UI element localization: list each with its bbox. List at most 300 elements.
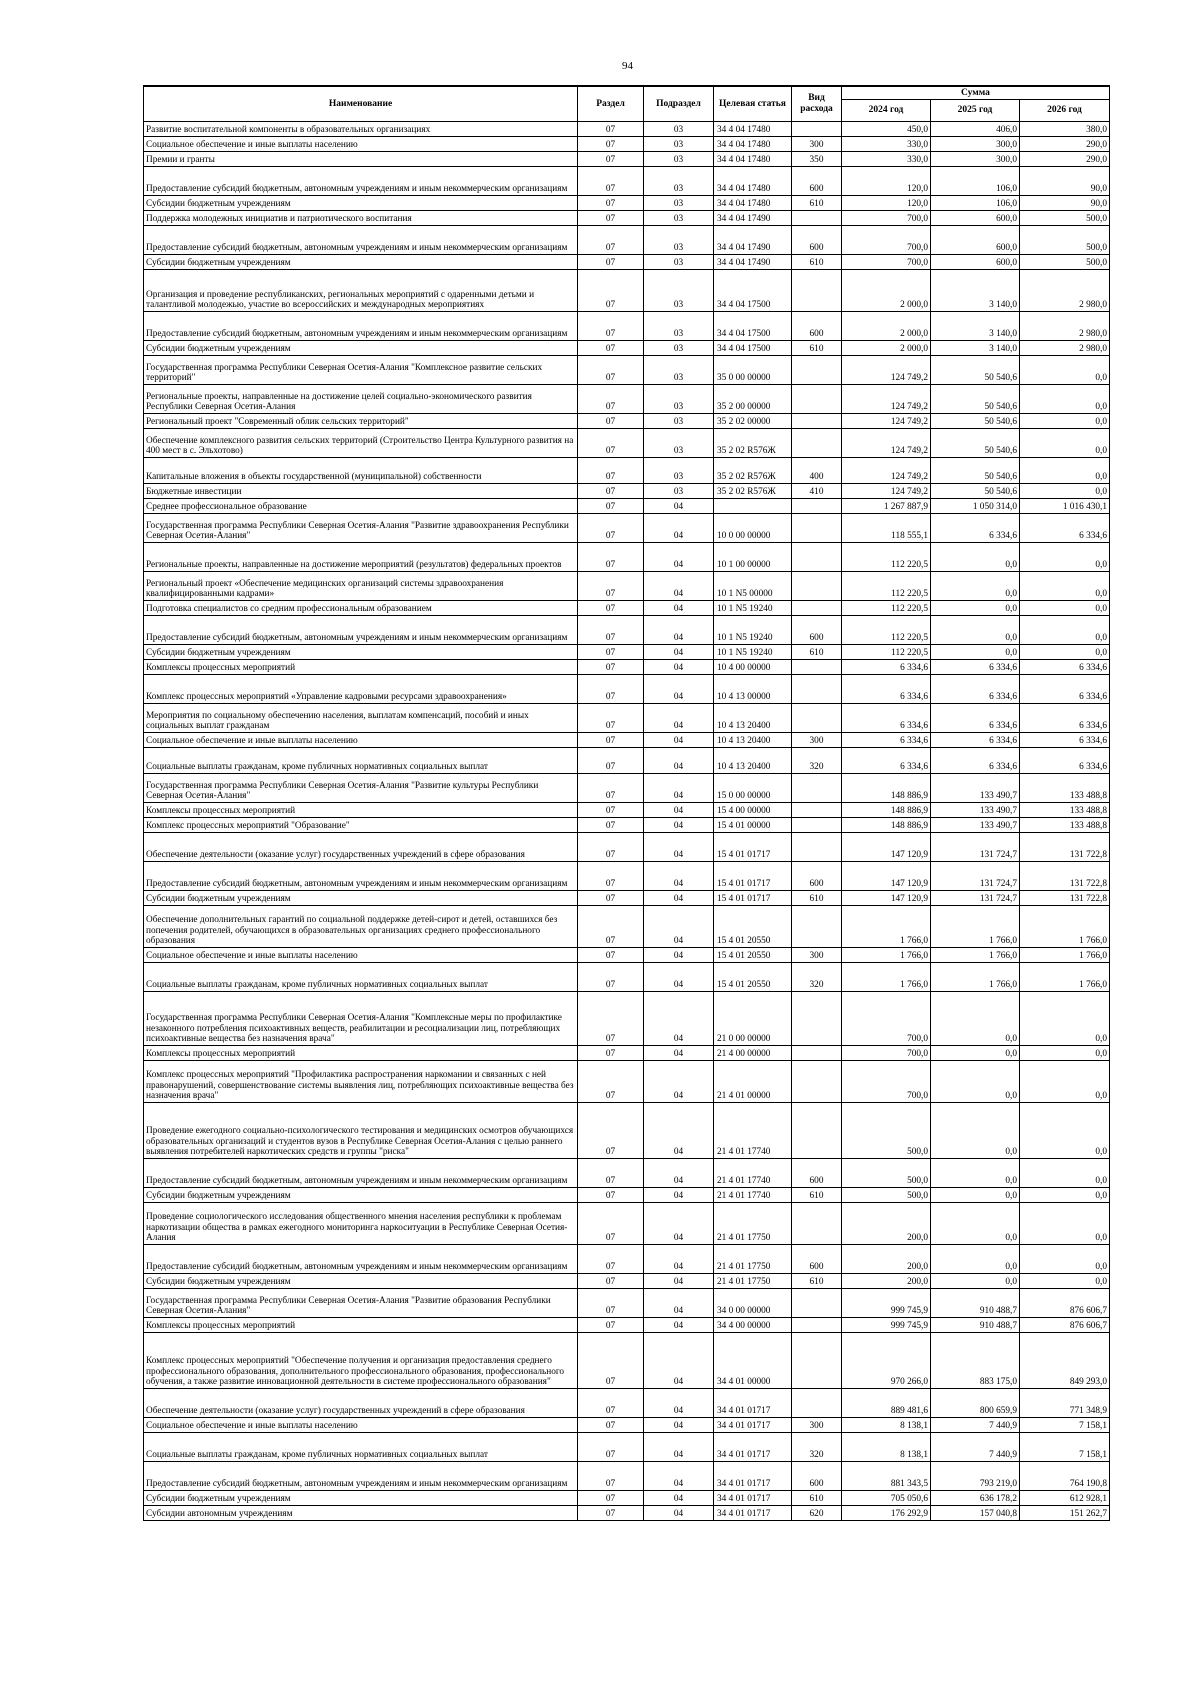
row-name: Государственная программа Республики Северная Осетия-Алания "Развитие образования Республики Северная Осетия-Алания"	[144, 1289, 578, 1318]
row-sum-2025: 3 140,0	[931, 270, 1020, 312]
budget-table	[143, 85, 1110, 1521]
row-subsection: 03	[644, 484, 714, 499]
row-name: Обеспечение комплексного развития сельских территорий (Строительство Центра Культурного развития на 400 мест в с. Эльхотово)	[144, 429, 578, 458]
row-expense-type	[792, 499, 842, 514]
row-name: Проведение социологического исследования общественного мнения населения республики к проблемам наркотизации общества в рамках ежегодного мониторинга наркоситуации в Республике Северная Осетия-Алания	[144, 1203, 578, 1245]
row-sum-2024: 8 138,1	[842, 1433, 931, 1462]
row-name: Премии и гранты	[144, 152, 578, 167]
row-expense-type: 600	[792, 312, 842, 341]
table-row	[144, 137, 1110, 152]
row-sum-2024: 118 555,1	[842, 514, 931, 543]
row-expense-type: 600	[792, 167, 842, 196]
row-sum-2024: 700,0	[842, 255, 931, 270]
table-row	[144, 818, 1110, 833]
row-subsection: 04	[644, 948, 714, 963]
row-name: Предоставление субсидий бюджетным, автономным учреждениям и иным некоммерческим организациям	[144, 862, 578, 891]
row-sum-2024: 500,0	[842, 1188, 931, 1203]
row-name: Предоставление субсидий бюджетным, автономным учреждениям и иным некоммерческим организациям	[144, 1159, 578, 1188]
row-expense-type	[792, 818, 842, 833]
row-section: 07	[578, 1389, 644, 1418]
row-section: 07	[578, 226, 644, 255]
row-sum-2026: 6 334,6	[1020, 675, 1110, 704]
row-sum-2025: 50 540,6	[931, 484, 1020, 499]
row-subsection: 03	[644, 341, 714, 356]
row-sum-2026: 0,0	[1020, 429, 1110, 458]
row-sum-2024: 889 481,6	[842, 1389, 931, 1418]
row-expense-type: 620	[792, 1506, 842, 1521]
row-subsection: 03	[644, 356, 714, 385]
row-target-article: 34 4 04 17480	[714, 167, 792, 196]
table-row	[144, 704, 1110, 733]
row-section: 07	[578, 833, 644, 862]
row-subsection: 04	[644, 601, 714, 616]
row-sum-2024: 330,0	[842, 152, 931, 167]
row-target-article: 10 1 N5 19240	[714, 616, 792, 645]
row-sum-2025: 7 440,9	[931, 1418, 1020, 1433]
row-expense-type	[792, 1318, 842, 1333]
row-sum-2024: 112 220,5	[842, 572, 931, 601]
header-expense-type: Вид расхода	[792, 86, 842, 122]
row-expense-type	[792, 1061, 842, 1103]
row-expense-type: 600	[792, 226, 842, 255]
table-row	[144, 211, 1110, 226]
row-sum-2025: 0,0	[931, 1203, 1020, 1245]
row-target-article: 34 4 01 01717	[714, 1491, 792, 1506]
table-row	[144, 1418, 1110, 1433]
row-sum-2026: 1 766,0	[1020, 963, 1110, 992]
table-row	[144, 645, 1110, 660]
row-name: Капитальные вложения в объекты государственной (муниципальной) собственности	[144, 458, 578, 484]
row-subsection: 04	[644, 1188, 714, 1203]
row-section: 07	[578, 458, 644, 484]
row-subsection: 04	[644, 1203, 714, 1245]
row-expense-type	[792, 1103, 842, 1159]
row-name: Бюджетные инвестиции	[144, 484, 578, 499]
row-sum-2026: 90,0	[1020, 196, 1110, 211]
row-sum-2024: 112 220,5	[842, 616, 931, 645]
row-sum-2026: 0,0	[1020, 543, 1110, 572]
row-sum-2025: 793 219,0	[931, 1462, 1020, 1491]
row-sum-2026: 0,0	[1020, 1188, 1110, 1203]
row-target-article: 34 4 01 01717	[714, 1418, 792, 1433]
row-section: 07	[578, 341, 644, 356]
row-expense-type	[792, 774, 842, 803]
row-target-article: 15 4 01 00000	[714, 818, 792, 833]
row-sum-2024: 500,0	[842, 1159, 931, 1188]
row-section: 07	[578, 963, 644, 992]
table-row	[144, 948, 1110, 963]
row-name: Предоставление субсидий бюджетным, автономным учреждениям и иным некоммерческим организациям	[144, 1462, 578, 1491]
row-sum-2025: 6 334,6	[931, 514, 1020, 543]
row-sum-2025: 1 050 314,0	[931, 499, 1020, 514]
row-expense-type: 600	[792, 1245, 842, 1274]
row-sum-2026: 290,0	[1020, 152, 1110, 167]
row-target-article: 34 4 04 17480	[714, 152, 792, 167]
row-sum-2024: 124 749,2	[842, 484, 931, 499]
row-target-article: 21 4 00 00000	[714, 1046, 792, 1061]
header-year-2025: 2025 год	[931, 100, 1020, 122]
row-target-article: 21 4 01 17750	[714, 1203, 792, 1245]
row-target-article: 34 4 01 01717	[714, 1389, 792, 1418]
row-sum-2026: 2 980,0	[1020, 341, 1110, 356]
table-row	[144, 226, 1110, 255]
table-row	[144, 1274, 1110, 1289]
row-sum-2026: 1 016 430,1	[1020, 499, 1110, 514]
row-sum-2024: 330,0	[842, 137, 931, 152]
row-name: Субсидии бюджетным учреждениям	[144, 1491, 578, 1506]
row-section: 07	[578, 1046, 644, 1061]
row-sum-2024: 6 334,6	[842, 733, 931, 748]
row-expense-type	[792, 356, 842, 385]
row-sum-2026: 131 722,8	[1020, 862, 1110, 891]
row-name: Комплекс процессных мероприятий "Образование"	[144, 818, 578, 833]
header-year-2024: 2024 год	[842, 100, 931, 122]
row-name: Субсидии автономным учреждениям	[144, 1506, 578, 1521]
row-expense-type	[792, 1046, 842, 1061]
row-section: 07	[578, 356, 644, 385]
row-sum-2026: 0,0	[1020, 484, 1110, 499]
row-name: Государственная программа Республики Северная Осетия-Алания "Комплексное развитие сельских территорий"	[144, 356, 578, 385]
table-row	[144, 862, 1110, 891]
row-name: Субсидии бюджетным учреждениям	[144, 341, 578, 356]
row-expense-type: 610	[792, 891, 842, 906]
row-target-article: 34 4 01 01717	[714, 1462, 792, 1491]
page-number: 94	[622, 60, 633, 72]
row-subsection: 03	[644, 270, 714, 312]
row-sum-2026: 0,0	[1020, 385, 1110, 414]
row-sum-2024: 500,0	[842, 1103, 931, 1159]
row-expense-type: 410	[792, 484, 842, 499]
row-sum-2026: 133 488,8	[1020, 803, 1110, 818]
row-subsection: 04	[644, 1274, 714, 1289]
row-name: Субсидии бюджетным учреждениям	[144, 891, 578, 906]
row-sum-2026: 290,0	[1020, 137, 1110, 152]
row-section: 07	[578, 211, 644, 226]
row-sum-2025: 300,0	[931, 137, 1020, 152]
row-section: 07	[578, 196, 644, 211]
row-section: 07	[578, 906, 644, 948]
row-name: Социальное обеспечение и иные выплаты населению	[144, 948, 578, 963]
row-name: Социальное обеспечение и иные выплаты населению	[144, 1418, 578, 1433]
row-expense-type	[792, 704, 842, 733]
row-sum-2026: 0,0	[1020, 601, 1110, 616]
row-section: 07	[578, 733, 644, 748]
row-sum-2024: 2 000,0	[842, 270, 931, 312]
row-target-article: 34 4 04 17490	[714, 255, 792, 270]
table-row	[144, 1462, 1110, 1491]
row-name: Субсидии бюджетным учреждениям	[144, 645, 578, 660]
table-row	[144, 803, 1110, 818]
row-name: Предоставление субсидий бюджетным, автономным учреждениям и иным некоммерческим организациям	[144, 167, 578, 196]
row-section: 07	[578, 660, 644, 675]
row-sum-2025: 50 540,6	[931, 385, 1020, 414]
row-expense-type: 610	[792, 1274, 842, 1289]
row-target-article: 10 1 N5 19240	[714, 645, 792, 660]
row-sum-2024: 124 749,2	[842, 414, 931, 429]
row-sum-2024: 999 745,9	[842, 1289, 931, 1318]
row-sum-2024: 700,0	[842, 1046, 931, 1061]
row-target-article: 35 2 02 00000	[714, 414, 792, 429]
table-row	[144, 255, 1110, 270]
row-sum-2026: 380,0	[1020, 122, 1110, 137]
row-sum-2024: 148 886,9	[842, 818, 931, 833]
row-section: 07	[578, 429, 644, 458]
table-row	[144, 1318, 1110, 1333]
row-subsection: 04	[644, 1289, 714, 1318]
row-section: 07	[578, 122, 644, 137]
row-expense-type: 400	[792, 458, 842, 484]
row-expense-type	[792, 385, 842, 414]
row-section: 07	[578, 601, 644, 616]
row-sum-2025: 0,0	[931, 601, 1020, 616]
row-section: 07	[578, 1491, 644, 1506]
table-row	[144, 414, 1110, 429]
row-expense-type	[792, 906, 842, 948]
row-name: Среднее профессиональное образование	[144, 499, 578, 514]
row-sum-2024: 124 749,2	[842, 429, 931, 458]
row-sum-2025: 600,0	[931, 255, 1020, 270]
row-subsection: 03	[644, 196, 714, 211]
row-name: Комплексы процессных мероприятий	[144, 803, 578, 818]
row-expense-type: 610	[792, 196, 842, 211]
row-sum-2026: 0,0	[1020, 572, 1110, 601]
row-sum-2025: 1 766,0	[931, 963, 1020, 992]
row-expense-type: 610	[792, 341, 842, 356]
row-subsection: 04	[644, 645, 714, 660]
row-sum-2026: 612 928,1	[1020, 1491, 1110, 1506]
row-target-article: 34 4 00 00000	[714, 1318, 792, 1333]
table-row	[144, 270, 1110, 312]
row-name: Субсидии бюджетным учреждениям	[144, 1188, 578, 1203]
row-expense-type	[792, 1389, 842, 1418]
row-expense-type: 600	[792, 862, 842, 891]
row-sum-2025: 6 334,6	[931, 733, 1020, 748]
row-sum-2025: 0,0	[931, 992, 1020, 1046]
row-sum-2024: 112 220,5	[842, 601, 931, 616]
row-expense-type	[792, 675, 842, 704]
row-sum-2026: 151 262,7	[1020, 1506, 1110, 1521]
row-target-article: 15 4 01 20550	[714, 906, 792, 948]
row-sum-2024: 881 343,5	[842, 1462, 931, 1491]
row-section: 07	[578, 137, 644, 152]
row-target-article: 21 4 01 17750	[714, 1274, 792, 1289]
row-sum-2024: 148 886,9	[842, 774, 931, 803]
row-sum-2024: 700,0	[842, 992, 931, 1046]
row-sum-2025: 0,0	[931, 1061, 1020, 1103]
row-name: Региональные проекты, направленные на достижение мероприятий (результатов) федеральных проектов	[144, 543, 578, 572]
row-subsection: 04	[644, 891, 714, 906]
row-section: 07	[578, 862, 644, 891]
row-sum-2024: 112 220,5	[842, 543, 931, 572]
row-name: Субсидии бюджетным учреждениям	[144, 255, 578, 270]
row-subsection: 03	[644, 414, 714, 429]
row-sum-2026: 500,0	[1020, 226, 1110, 255]
row-sum-2024: 148 886,9	[842, 803, 931, 818]
row-subsection: 04	[644, 675, 714, 704]
row-name: Социальные выплаты гражданам, кроме публичных нормативных социальных выплат	[144, 1433, 578, 1462]
row-name: Мероприятия по социальному обеспечению населения, выплатам компенсаций, пособий и иных социальных выплат гражданам	[144, 704, 578, 733]
row-sum-2026: 6 334,6	[1020, 748, 1110, 774]
row-section: 07	[578, 484, 644, 499]
row-name: Государственная программа Республики Северная Осетия-Алания "Развитие культуры Республики Северная Осетия-Алания"	[144, 774, 578, 803]
row-sum-2024: 999 745,9	[842, 1318, 931, 1333]
row-sum-2026: 876 606,7	[1020, 1318, 1110, 1333]
row-subsection: 04	[644, 1418, 714, 1433]
row-expense-type	[792, 514, 842, 543]
table-row	[144, 572, 1110, 601]
row-expense-type: 300	[792, 733, 842, 748]
row-sum-2026: 90,0	[1020, 167, 1110, 196]
row-sum-2025: 131 724,7	[931, 833, 1020, 862]
row-name: Региональные проекты, направленные на достижение целей социально-экономического развития Республики Северная Осетия-Алания	[144, 385, 578, 414]
row-sum-2025: 131 724,7	[931, 862, 1020, 891]
row-sum-2026: 0,0	[1020, 1274, 1110, 1289]
row-section: 07	[578, 572, 644, 601]
row-sum-2024: 200,0	[842, 1203, 931, 1245]
row-target-article: 34 4 01 01717	[714, 1433, 792, 1462]
row-expense-type	[792, 572, 842, 601]
row-sum-2024: 120,0	[842, 196, 931, 211]
row-expense-type	[792, 414, 842, 429]
row-name: Комплексы процессных мероприятий	[144, 1318, 578, 1333]
table-row	[144, 1289, 1110, 1318]
table-row	[144, 458, 1110, 484]
row-sum-2024: 6 334,6	[842, 660, 931, 675]
row-subsection: 03	[644, 255, 714, 270]
row-subsection: 04	[644, 906, 714, 948]
row-sum-2026: 764 190,8	[1020, 1462, 1110, 1491]
row-subsection: 04	[644, 963, 714, 992]
row-expense-type	[792, 429, 842, 458]
row-sum-2024: 2 000,0	[842, 341, 931, 356]
row-section: 07	[578, 499, 644, 514]
table-row	[144, 122, 1110, 137]
row-sum-2026: 0,0	[1020, 1103, 1110, 1159]
row-target-article: 15 4 01 20550	[714, 963, 792, 992]
row-target-article: 10 0 00 00000	[714, 514, 792, 543]
row-subsection: 04	[644, 1491, 714, 1506]
row-sum-2024: 147 120,9	[842, 862, 931, 891]
row-sum-2026: 7 158,1	[1020, 1418, 1110, 1433]
row-subsection: 04	[644, 572, 714, 601]
row-sum-2025: 50 540,6	[931, 458, 1020, 484]
row-sum-2024: 6 334,6	[842, 704, 931, 733]
table-row	[144, 616, 1110, 645]
row-sum-2026: 133 488,8	[1020, 774, 1110, 803]
table-row	[144, 1491, 1110, 1506]
row-sum-2024: 124 749,2	[842, 356, 931, 385]
table-row	[144, 1061, 1110, 1103]
row-name: Предоставление субсидий бюджетным, автономным учреждениям и иным некоммерческим организациям	[144, 1245, 578, 1274]
row-name: Социальное обеспечение и иные выплаты населению	[144, 733, 578, 748]
row-sum-2026: 849 293,0	[1020, 1333, 1110, 1389]
row-subsection: 04	[644, 833, 714, 862]
row-subsection: 04	[644, 1506, 714, 1521]
row-expense-type	[792, 270, 842, 312]
table-row	[144, 1433, 1110, 1462]
row-sum-2025: 1 766,0	[931, 906, 1020, 948]
row-section: 07	[578, 1103, 644, 1159]
row-sum-2026: 500,0	[1020, 255, 1110, 270]
row-section: 07	[578, 948, 644, 963]
header-name: Наименование	[144, 86, 578, 122]
header-year-2026: 2026 год	[1020, 100, 1110, 122]
table-row	[144, 660, 1110, 675]
row-section: 07	[578, 1318, 644, 1333]
row-expense-type	[792, 1289, 842, 1318]
row-sum-2026: 0,0	[1020, 414, 1110, 429]
row-sum-2025: 106,0	[931, 196, 1020, 211]
row-expense-type	[792, 992, 842, 1046]
row-target-article: 21 4 01 17740	[714, 1103, 792, 1159]
row-sum-2025: 50 540,6	[931, 356, 1020, 385]
row-section: 07	[578, 1418, 644, 1433]
table-row	[144, 906, 1110, 948]
row-name: Обеспечение деятельности (оказание услуг) государственных учреждений в сфере образования	[144, 833, 578, 862]
row-sum-2025: 0,0	[931, 1245, 1020, 1274]
row-expense-type: 300	[792, 1418, 842, 1433]
row-section: 07	[578, 992, 644, 1046]
table-row	[144, 152, 1110, 167]
table-row	[144, 733, 1110, 748]
row-sum-2024: 700,0	[842, 1061, 931, 1103]
table-row	[144, 543, 1110, 572]
row-sum-2024: 700,0	[842, 226, 931, 255]
row-sum-2024: 1 766,0	[842, 963, 931, 992]
row-expense-type	[792, 122, 842, 137]
row-subsection: 04	[644, 499, 714, 514]
row-target-article: 21 0 00 00000	[714, 992, 792, 1046]
row-target-article: 34 4 01 00000	[714, 1333, 792, 1389]
row-name: Региональный проект «Обеспечение медицинских организаций системы здравоохранения квалифицированными кадрами»	[144, 572, 578, 601]
row-target-article: 15 4 01 01717	[714, 862, 792, 891]
row-subsection: 03	[644, 137, 714, 152]
row-section: 07	[578, 1061, 644, 1103]
row-target-article: 10 1 00 00000	[714, 543, 792, 572]
header-subsection: Подраздел	[644, 86, 714, 122]
row-section: 07	[578, 1333, 644, 1389]
row-expense-type: 610	[792, 255, 842, 270]
row-expense-type: 600	[792, 1462, 842, 1491]
table-row	[144, 1245, 1110, 1274]
table-row	[144, 1506, 1110, 1521]
row-expense-type: 320	[792, 963, 842, 992]
table-row	[144, 341, 1110, 356]
table-row	[144, 833, 1110, 862]
row-sum-2024: 124 749,2	[842, 385, 931, 414]
row-sum-2025: 0,0	[931, 616, 1020, 645]
row-sum-2024: 1 766,0	[842, 906, 931, 948]
table-row	[144, 429, 1110, 458]
row-name: Подготовка специалистов со средним профессиональным образованием	[144, 601, 578, 616]
row-expense-type: 600	[792, 616, 842, 645]
row-name: Государственная программа Республики Северная Осетия-Алания "Комплексные меры по профилактике незаконного потребления психоактивных веществ, реабилитации и ресоциализации лиц, потребляющих психоактивные вещества без назначения врача"	[144, 992, 578, 1046]
row-target-article: 21 4 01 17740	[714, 1159, 792, 1188]
row-subsection: 03	[644, 458, 714, 484]
row-name: Социальное обеспечение и иные выплаты населению	[144, 137, 578, 152]
row-target-article: 21 4 01 17750	[714, 1245, 792, 1274]
row-sum-2024: 176 292,9	[842, 1506, 931, 1521]
row-sum-2024: 147 120,9	[842, 891, 931, 906]
row-sum-2025: 157 040,8	[931, 1506, 1020, 1521]
row-expense-type: 610	[792, 1188, 842, 1203]
row-name: Комплекс процессных мероприятий «Управление кадровыми ресурсами здравоохранения»	[144, 675, 578, 704]
row-target-article: 15 4 00 00000	[714, 803, 792, 818]
row-expense-type	[792, 1333, 842, 1389]
row-sum-2026: 7 158,1	[1020, 1433, 1110, 1462]
row-sum-2026: 0,0	[1020, 1046, 1110, 1061]
row-subsection: 03	[644, 385, 714, 414]
